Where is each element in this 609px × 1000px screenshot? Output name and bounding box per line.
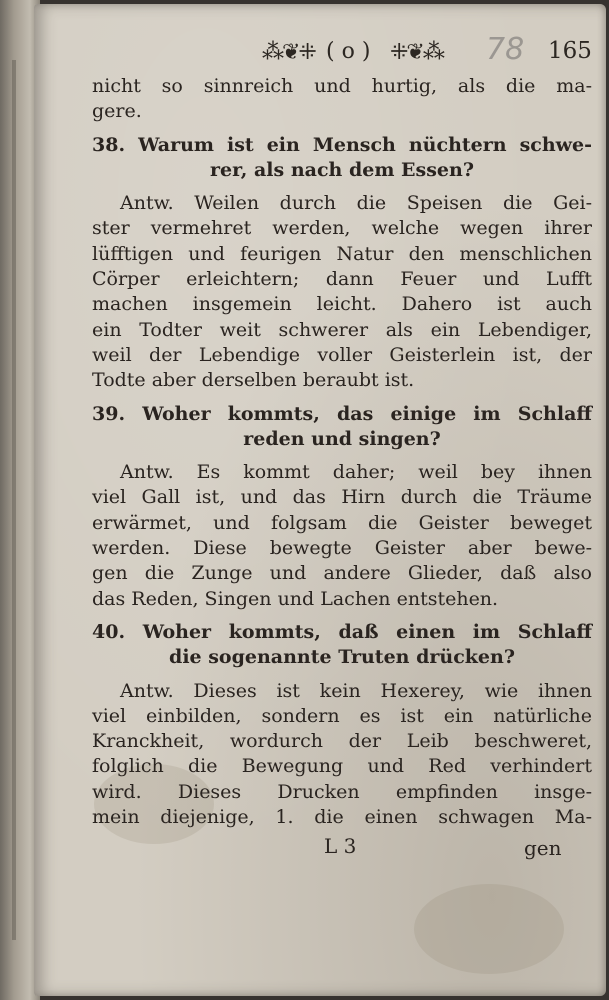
answer-40-line: viel einbilden, sondern es ist ein natürliche <box>92 704 592 727</box>
answer-39-line: viel Gall ist, und das Hirn durch die Träume <box>92 486 592 509</box>
paper-stain <box>414 884 564 974</box>
answer-40-line: wird. Dieses Drucken empfinden insge- <box>92 780 592 803</box>
question-39-line: 39. Woher kommts, das einige im Schlaff <box>92 402 592 425</box>
answer-39-line: Antw. Es kommt daher; weil bey ihnen <box>120 461 592 484</box>
answer-38-line: Antw. Weilen durch die Speisen die Gei- <box>120 192 592 215</box>
answer-38-line: lüfftigen und feurigen Natur den menschlichen <box>92 242 592 265</box>
answer-38-line: Todte aber derselben beraubt ist. <box>92 369 415 392</box>
question-40-line: 40. Woher kommts, daß einen im Schlaff <box>92 620 592 643</box>
page-number: 165 <box>548 38 592 64</box>
header-ornament-left: ⁂❦⁜ <box>262 40 315 65</box>
page-header <box>94 32 594 68</box>
answer-39-line: erwärmet, und folgsam die Geister beweget <box>92 511 592 534</box>
answer-40-line: mein diejenige, 1. die einen schwagen Ma- <box>92 806 592 829</box>
pencil-annotation: 78 <box>486 32 525 67</box>
answer-40-line: Kranckheit, wordurch der Leib beschweret, <box>92 730 592 753</box>
answer-38-line: ein Todter weit schwerer als ein Lebendiger, <box>92 318 592 341</box>
answer-38-line: weil der Lebendige voller Geisterlein ist, der <box>92 343 592 366</box>
signature-mark: L 3 <box>324 834 357 859</box>
answer-40-line: folglich die Bewegung und Red verhindert <box>92 755 592 778</box>
answer-39-line: gen die Zunge und andere Glieder, daß also <box>92 562 592 585</box>
answer-39-line: das Reden, Singen und Lachen entstehen. <box>92 587 499 610</box>
intro-line: nicht so sinnreich und hurtig, als die ma- <box>92 75 592 97</box>
question-38-line: 38. Warum ist ein Mensch nüchtern schwe- <box>92 133 592 156</box>
answer-38-line: Cörper erleichtern; dann Feuer und Lufft <box>92 268 592 291</box>
answer-39-line: werden. Diese bewegte Geister aber bewe- <box>92 537 592 560</box>
page-footer <box>92 830 592 860</box>
question-40-line: die sogenannte Truten drücken? <box>169 646 515 669</box>
answer-38-line: ster vermehret werden, welche wegen ihrer <box>92 217 592 240</box>
intro-line: gere. <box>92 100 142 123</box>
book-page <box>34 4 606 996</box>
question-38-line: rer, als nach dem Essen? <box>210 158 474 181</box>
question-39-line: reden und singen? <box>243 427 441 450</box>
page-body <box>92 74 592 860</box>
answer-38-line: machen insgemein leicht. Dahero ist auch <box>92 293 592 316</box>
header-signature: ( o ) <box>326 39 371 64</box>
answer-40-line: Antw. Dieses ist kein Hexerey, wie ihnen <box>120 679 592 702</box>
catchword: gen <box>524 836 562 861</box>
header-ornament-right: ⁜❦⁂ <box>390 40 443 65</box>
